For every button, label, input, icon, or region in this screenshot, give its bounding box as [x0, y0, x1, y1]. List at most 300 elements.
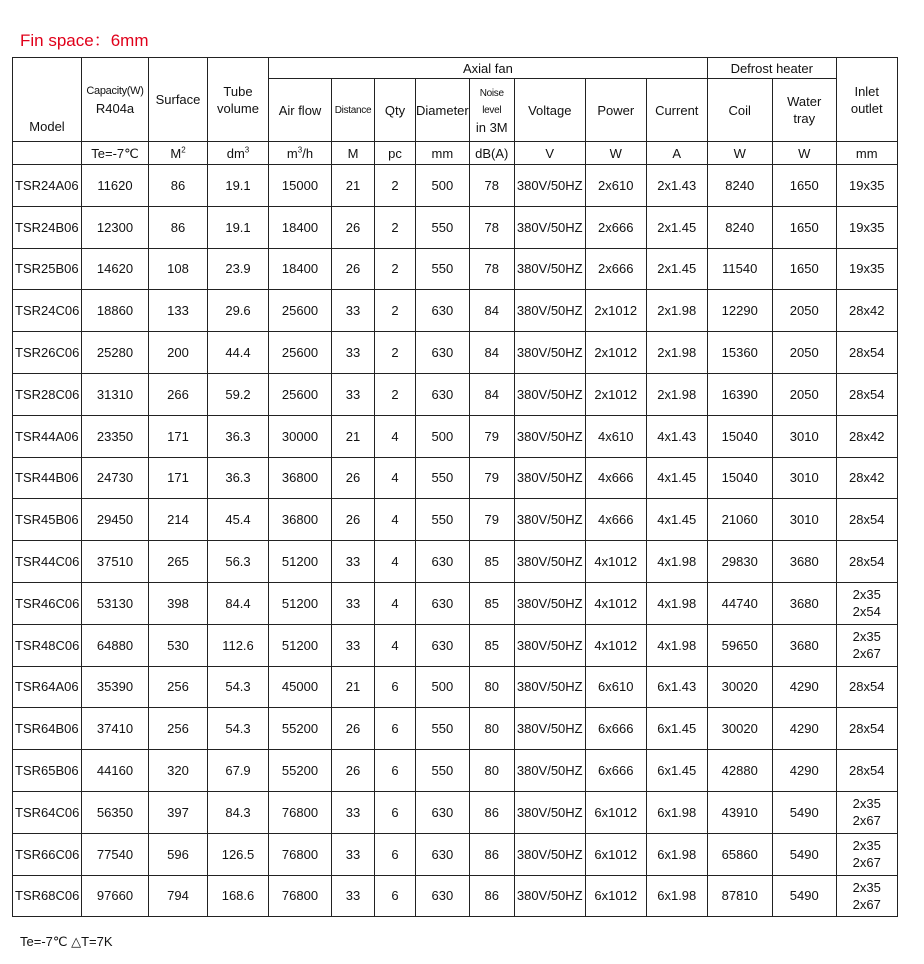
table-cell: 28x54 — [836, 750, 897, 792]
table-cell: 2050 — [772, 290, 836, 332]
table-cell: 77540 — [82, 833, 149, 875]
table-cell: 2050 — [772, 332, 836, 374]
table-cell: 29.6 — [208, 290, 269, 332]
table-cell: 2x35 2x67 — [836, 791, 897, 833]
table-cell: 6x1.45 — [646, 750, 707, 792]
table-cell: 16390 — [707, 373, 772, 415]
unit-inlet: mm — [836, 142, 897, 165]
table-row — [13, 582, 898, 624]
table-cell: 8240 — [707, 206, 772, 248]
table-row — [13, 206, 898, 248]
table-cell: 21 — [332, 415, 375, 457]
table-cell: 28x42 — [836, 290, 897, 332]
table-cell: 2x1.45 — [646, 206, 707, 248]
table-cell: 380V/50HZ — [514, 708, 585, 750]
table-cell: 550 — [416, 457, 470, 499]
unit-tube: $dm^3$ — [208, 142, 269, 165]
table-cell: 36800 — [269, 499, 332, 541]
model-cell: TSR24C06 — [13, 290, 82, 332]
table-cell: 51200 — [269, 541, 332, 583]
table-cell: 630 — [416, 833, 470, 875]
table-cell: 44.4 — [208, 332, 269, 374]
table-cell: 6x1012 — [585, 791, 646, 833]
unit-current: A — [646, 142, 707, 165]
table-cell: 1650 — [772, 165, 836, 207]
table-cell: 630 — [416, 624, 470, 666]
table-cell: 78 — [469, 248, 514, 290]
table-cell: 86 — [469, 875, 514, 917]
spec-table — [12, 57, 898, 917]
table-cell: 5490 — [772, 791, 836, 833]
table-row — [13, 750, 898, 792]
table-cell: 21060 — [707, 499, 772, 541]
table-cell: 54.3 — [208, 666, 269, 708]
unit-air-flow: $m^3/h$ — [269, 142, 332, 165]
table-cell: 33 — [332, 290, 375, 332]
table-cell: 5490 — [772, 875, 836, 917]
header-coil: Coil — [707, 79, 772, 142]
model-cell: TSR44A06 — [13, 415, 82, 457]
header-voltage: Voltage — [514, 79, 585, 142]
table-cell: 76800 — [269, 875, 332, 917]
table-cell: 36800 — [269, 457, 332, 499]
table-cell: 2 — [375, 206, 416, 248]
table-cell: 596 — [149, 833, 208, 875]
table-cell: 380V/50HZ — [514, 624, 585, 666]
table-cell: 2x1012 — [585, 332, 646, 374]
table-cell: 4290 — [772, 750, 836, 792]
table-cell: 2 — [375, 248, 416, 290]
header-current: Current — [646, 79, 707, 142]
page-title: Fin space：6mm — [20, 31, 149, 50]
table-cell: 8240 — [707, 165, 772, 207]
table-cell: 4x1012 — [585, 624, 646, 666]
table-cell: 84 — [469, 290, 514, 332]
table-cell: 2x666 — [585, 248, 646, 290]
table-cell: 380V/50HZ — [514, 332, 585, 374]
table-cell: 3680 — [772, 582, 836, 624]
table-cell: 380V/50HZ — [514, 248, 585, 290]
table-cell: 6 — [375, 833, 416, 875]
table-cell: 85 — [469, 541, 514, 583]
table-cell: 33 — [332, 332, 375, 374]
table-cell: 266 — [149, 373, 208, 415]
table-cell: 28x54 — [836, 373, 897, 415]
table-cell: 67.9 — [208, 750, 269, 792]
table-cell: 19x35 — [836, 206, 897, 248]
table-cell: 630 — [416, 541, 470, 583]
table-cell: 33 — [332, 875, 375, 917]
table-cell: 65860 — [707, 833, 772, 875]
table-cell: 87810 — [707, 875, 772, 917]
table-cell: 2x1.45 — [646, 248, 707, 290]
header-diameter: Diameter — [416, 79, 470, 142]
model-cell: TSR48C06 — [13, 624, 82, 666]
table-cell: 4 — [375, 624, 416, 666]
table-cell: 380V/50HZ — [514, 541, 585, 583]
table-cell: 26 — [332, 750, 375, 792]
table-cell: 21 — [332, 165, 375, 207]
table-cell: 380V/50HZ — [514, 833, 585, 875]
table-cell: 380V/50HZ — [514, 206, 585, 248]
table-cell: 30020 — [707, 708, 772, 750]
table-cell: 6x1012 — [585, 833, 646, 875]
table-cell: 500 — [416, 415, 470, 457]
table-cell: 51200 — [269, 624, 332, 666]
table-cell: 11540 — [707, 248, 772, 290]
table-cell: 28x54 — [836, 541, 897, 583]
model-cell: TSR46C06 — [13, 582, 82, 624]
table-row — [13, 457, 898, 499]
table-cell: 19.1 — [208, 206, 269, 248]
header-inlet-outlet: Inlet outlet — [836, 58, 897, 142]
table-cell: 15040 — [707, 415, 772, 457]
unit-power: W — [585, 142, 646, 165]
table-cell: 24730 — [82, 457, 149, 499]
table-cell: 4x1.45 — [646, 499, 707, 541]
header-power: Power — [585, 79, 646, 142]
table-cell: 380V/50HZ — [514, 165, 585, 207]
table-cell: 80 — [469, 708, 514, 750]
table-cell: 80 — [469, 666, 514, 708]
table-cell: 97660 — [82, 875, 149, 917]
header-axial-fan: Axial fan — [269, 58, 708, 79]
table-cell: 59650 — [707, 624, 772, 666]
table-cell: 78 — [469, 165, 514, 207]
table-row — [13, 666, 898, 708]
table-cell: 4 — [375, 415, 416, 457]
table-cell: 23.9 — [208, 248, 269, 290]
table-cell: 398 — [149, 582, 208, 624]
header-surface: Surface — [149, 58, 208, 142]
table-cell: 794 — [149, 875, 208, 917]
table-cell: 6x1.98 — [646, 875, 707, 917]
table-cell: 2x1012 — [585, 290, 646, 332]
table-cell: 85 — [469, 624, 514, 666]
table-cell: 6x1.98 — [646, 791, 707, 833]
table-cell: 33 — [332, 373, 375, 415]
model-cell: TSR24B06 — [13, 206, 82, 248]
table-cell: 256 — [149, 708, 208, 750]
table-cell: 35390 — [82, 666, 149, 708]
table-cell: 31310 — [82, 373, 149, 415]
table-cell: 500 — [416, 165, 470, 207]
table-cell: 380V/50HZ — [514, 415, 585, 457]
table-cell: 550 — [416, 206, 470, 248]
model-cell: TSR28C06 — [13, 373, 82, 415]
table-cell: 37410 — [82, 708, 149, 750]
table-cell: 2x35 2x67 — [836, 875, 897, 917]
table-cell: 85 — [469, 582, 514, 624]
table-cell: 4x1.98 — [646, 582, 707, 624]
table-cell: 4 — [375, 499, 416, 541]
table-cell: 33 — [332, 541, 375, 583]
table-cell: 5490 — [772, 833, 836, 875]
table-cell: 550 — [416, 708, 470, 750]
table-cell: 500 — [416, 666, 470, 708]
model-cell: TSR64C06 — [13, 791, 82, 833]
table-cell: 54.3 — [208, 708, 269, 750]
table-cell: 380V/50HZ — [514, 875, 585, 917]
table-cell: 6x1.45 — [646, 708, 707, 750]
table-row — [13, 708, 898, 750]
table-cell: 6x610 — [585, 666, 646, 708]
table-cell: 3010 — [772, 457, 836, 499]
table-cell: 15000 — [269, 165, 332, 207]
table-cell: 200 — [149, 332, 208, 374]
table-cell: 56.3 — [208, 541, 269, 583]
table-cell: 25600 — [269, 332, 332, 374]
table-cell: 25280 — [82, 332, 149, 374]
table-cell: 630 — [416, 875, 470, 917]
table-cell: 86 — [469, 833, 514, 875]
table-cell: 4x1012 — [585, 582, 646, 624]
table-cell: 84 — [469, 373, 514, 415]
table-row — [13, 791, 898, 833]
model-cell: TSR26C06 — [13, 332, 82, 374]
table-cell: 18860 — [82, 290, 149, 332]
table-cell: 380V/50HZ — [514, 666, 585, 708]
table-cell: 108 — [149, 248, 208, 290]
header-water-tray: Water tray — [772, 79, 836, 142]
table-cell: 28x54 — [836, 499, 897, 541]
table-row — [13, 541, 898, 583]
model-cell: TSR44B06 — [13, 457, 82, 499]
table-cell: 14620 — [82, 248, 149, 290]
table-cell: 3680 — [772, 624, 836, 666]
header-air-flow: Air flow — [269, 79, 332, 142]
table-cell: 36.3 — [208, 457, 269, 499]
table-cell: 44160 — [82, 750, 149, 792]
table-cell: 23350 — [82, 415, 149, 457]
table-cell: 21 — [332, 666, 375, 708]
table-cell: 2x610 — [585, 165, 646, 207]
table-cell: 86 — [149, 165, 208, 207]
unit-capacity: Te=-7℃ — [82, 142, 149, 165]
model-cell: TSR25B06 — [13, 248, 82, 290]
table-row — [13, 290, 898, 332]
model-cell: TSR65B06 — [13, 750, 82, 792]
table-cell: 36.3 — [208, 415, 269, 457]
unit-water: W — [772, 142, 836, 165]
table-row — [13, 373, 898, 415]
table-cell: 6x1.43 — [646, 666, 707, 708]
table-cell: 380V/50HZ — [514, 499, 585, 541]
table-row — [13, 499, 898, 541]
table-cell: 28x54 — [836, 666, 897, 708]
table-cell: 42880 — [707, 750, 772, 792]
table-cell: 84.3 — [208, 791, 269, 833]
header-model: Model — [13, 58, 82, 142]
table-cell: 2x35 2x67 — [836, 833, 897, 875]
unit-qty: pc — [375, 142, 416, 165]
table-cell: 2x35 2x67 — [836, 624, 897, 666]
table-cell: 256 — [149, 666, 208, 708]
table-cell: 80 — [469, 750, 514, 792]
table-cell: 18400 — [269, 248, 332, 290]
table-cell: 6x1012 — [585, 875, 646, 917]
table-cell: 86 — [469, 791, 514, 833]
table-cell: 79 — [469, 457, 514, 499]
table-cell: 84.4 — [208, 582, 269, 624]
table-cell: 6x666 — [585, 750, 646, 792]
table-cell: 4x1.43 — [646, 415, 707, 457]
table-cell: 2x1.98 — [646, 373, 707, 415]
table-cell: 55200 — [269, 750, 332, 792]
table-cell: 380V/50HZ — [514, 457, 585, 499]
model-cell: TSR44C06 — [13, 541, 82, 583]
unit-voltage: V — [514, 142, 585, 165]
table-cell: 4x610 — [585, 415, 646, 457]
table-cell: 12300 — [82, 206, 149, 248]
table-cell: 320 — [149, 750, 208, 792]
header-tube-volume: Tube volume — [208, 58, 269, 142]
table-cell: 45000 — [269, 666, 332, 708]
table-cell: 51200 — [269, 582, 332, 624]
table-cell: 33 — [332, 833, 375, 875]
table-row — [13, 624, 898, 666]
table-cell: 2x35 2x54 — [836, 582, 897, 624]
table-cell: 86 — [149, 206, 208, 248]
table-cell: 2 — [375, 290, 416, 332]
table-cell: 4x1.98 — [646, 624, 707, 666]
table-cell: 112.6 — [208, 624, 269, 666]
unit-surface: $M^2$ — [149, 142, 208, 165]
table-cell: 19x35 — [836, 165, 897, 207]
table-cell: 630 — [416, 373, 470, 415]
table-cell: 11620 — [82, 165, 149, 207]
table-cell: 6x1.98 — [646, 833, 707, 875]
table-cell: 6 — [375, 708, 416, 750]
table-cell: 380V/50HZ — [514, 582, 585, 624]
table-cell: 4 — [375, 582, 416, 624]
table-cell: 4x1.45 — [646, 457, 707, 499]
table-cell: 4290 — [772, 708, 836, 750]
table-cell: 2 — [375, 373, 416, 415]
table-cell: 530 — [149, 624, 208, 666]
table-cell: 19x35 — [836, 248, 897, 290]
table-cell: 78 — [469, 206, 514, 248]
model-cell: TSR68C06 — [13, 875, 82, 917]
table-cell: 550 — [416, 750, 470, 792]
table-cell: 26 — [332, 708, 375, 750]
table-cell: 2x1.98 — [646, 332, 707, 374]
table-cell: 33 — [332, 791, 375, 833]
table-row — [13, 875, 898, 917]
table-cell: 630 — [416, 791, 470, 833]
unit-distance: M — [332, 142, 375, 165]
unit-diameter: mm — [416, 142, 470, 165]
table-cell: 30000 — [269, 415, 332, 457]
table-cell: 28x42 — [836, 457, 897, 499]
table-cell: 126.5 — [208, 833, 269, 875]
table-cell: 37510 — [82, 541, 149, 583]
table-cell: 1650 — [772, 206, 836, 248]
table-cell: 380V/50HZ — [514, 750, 585, 792]
table-cell: 168.6 — [208, 875, 269, 917]
table-cell: 2 — [375, 165, 416, 207]
table-cell: 28x54 — [836, 332, 897, 374]
table-cell: 3010 — [772, 499, 836, 541]
table-cell: 15360 — [707, 332, 772, 374]
table-cell: 28x54 — [836, 708, 897, 750]
table-cell: 45.4 — [208, 499, 269, 541]
model-cell: TSR66C06 — [13, 833, 82, 875]
model-cell: TSR64A06 — [13, 666, 82, 708]
table-row — [13, 165, 898, 207]
table-cell: 29830 — [707, 541, 772, 583]
table-cell: 133 — [149, 290, 208, 332]
model-cell: TSR24A06 — [13, 165, 82, 207]
table-cell: 3010 — [772, 415, 836, 457]
header-qty: Qty — [375, 79, 416, 142]
table-cell: 26 — [332, 248, 375, 290]
table-cell: 12290 — [707, 290, 772, 332]
table-cell: 380V/50HZ — [514, 290, 585, 332]
table-cell: 76800 — [269, 791, 332, 833]
table-row — [13, 415, 898, 457]
table-cell: 4 — [375, 457, 416, 499]
table-cell: 26 — [332, 457, 375, 499]
table-cell: 2x1.43 — [646, 165, 707, 207]
table-cell: 33 — [332, 582, 375, 624]
table-cell: 630 — [416, 582, 470, 624]
table-cell: 33 — [332, 624, 375, 666]
table-cell: 29450 — [82, 499, 149, 541]
table-cell: 76800 — [269, 833, 332, 875]
model-cell: TSR45B06 — [13, 499, 82, 541]
table-cell: 59.2 — [208, 373, 269, 415]
table-cell: 4 — [375, 541, 416, 583]
table-cell: 6 — [375, 666, 416, 708]
table-row — [13, 248, 898, 290]
footnote: Te=-7℃ △T=7K — [20, 934, 113, 949]
table-cell: 79 — [469, 499, 514, 541]
header-distance: Distance — [332, 79, 375, 142]
table-cell: 4x1012 — [585, 541, 646, 583]
header-defrost-heater: Defrost heater — [707, 58, 836, 79]
table-cell: 25600 — [269, 290, 332, 332]
table-cell: 56350 — [82, 791, 149, 833]
table-cell: 550 — [416, 248, 470, 290]
header-noise-level: Noise level in 3M — [469, 79, 514, 142]
table-cell: 26 — [332, 206, 375, 248]
table-cell: 3680 — [772, 541, 836, 583]
table-body — [13, 165, 898, 917]
table-cell: 171 — [149, 457, 208, 499]
table-cell: 28x42 — [836, 415, 897, 457]
table-cell: 2x1.98 — [646, 290, 707, 332]
table-cell: 2 — [375, 332, 416, 374]
table-cell: 380V/50HZ — [514, 791, 585, 833]
table-cell: 171 — [149, 415, 208, 457]
model-cell: TSR64B06 — [13, 708, 82, 750]
table-cell: 64880 — [82, 624, 149, 666]
table-cell: 4290 — [772, 666, 836, 708]
table-cell: 19.1 — [208, 165, 269, 207]
table-cell: 43910 — [707, 791, 772, 833]
table-cell: 55200 — [269, 708, 332, 750]
table-cell: 6 — [375, 750, 416, 792]
table-cell: 30020 — [707, 666, 772, 708]
table-cell: 6 — [375, 791, 416, 833]
units-row — [13, 142, 898, 165]
table-cell: 2x666 — [585, 206, 646, 248]
table-cell: 2x1012 — [585, 373, 646, 415]
table-cell: 2050 — [772, 373, 836, 415]
table-cell: 6x666 — [585, 708, 646, 750]
table-cell: 79 — [469, 415, 514, 457]
